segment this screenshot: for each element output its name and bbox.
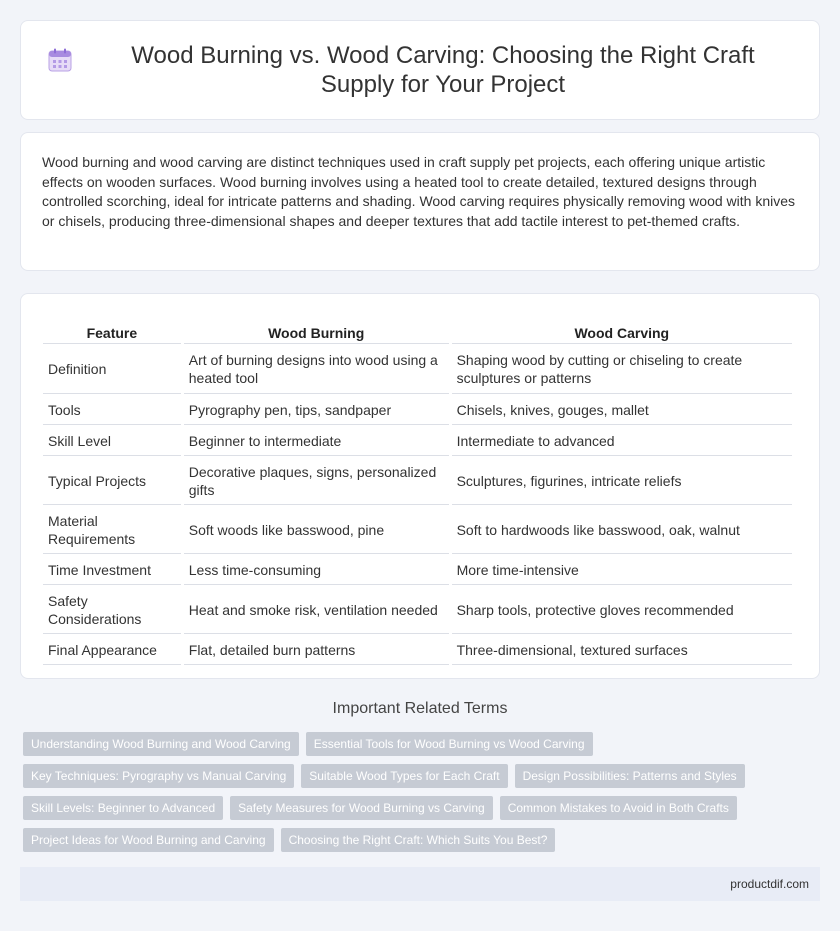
table-cell: Heat and smoke risk, ventilation needed <box>184 585 449 634</box>
footer-site-link[interactable]: productdif.com <box>730 877 809 891</box>
table-cell: Definition <box>43 344 181 394</box>
table-cell: Material Requirements <box>43 505 181 554</box>
related-terms-list <box>23 732 813 860</box>
related-term-tag[interactable]: Suitable Wood Types for Each Craft <box>301 764 507 788</box>
related-term-tag[interactable]: Design Possibilities: Patterns and Styles <box>515 764 745 788</box>
related-term-tag[interactable]: Common Mistakes to Avoid in Both Crafts <box>500 796 737 820</box>
table-cell: Time Investment <box>43 554 181 585</box>
intro-card <box>20 132 820 271</box>
table-header-row <box>43 314 792 344</box>
calendar-icon <box>47 47 73 73</box>
title-wrap <box>47 41 793 99</box>
header-feature: Feature <box>43 314 181 344</box>
table-cell: Decorative plaques, signs, personalized gifts <box>184 456 449 505</box>
related-term-tag[interactable]: Safety Measures for Wood Burning vs Carving <box>230 796 493 820</box>
intro-paragraph: Wood burning and wood carving are distinct techniques used in craft supply pet projects, each offering unique artistic effects on wooden surfaces. Wood burning involves using a heated tool to create detailed, textured designs through controlled scorching, ideal for intricate patterns and shading. Wood carving requires physically removing wood with knives or chisels, producing three-dimensional shapes and deeper textures that add tactile interest to pet-themed crafts. <box>42 154 796 229</box>
table-cell: Less time-consuming <box>184 554 449 585</box>
header-wood-carving: Wood Carving <box>452 314 792 344</box>
table-row <box>43 634 792 665</box>
related-term-tag[interactable]: Choosing the Right Craft: Which Suits You Best? <box>281 828 556 852</box>
table-cell: Intermediate to advanced <box>452 425 792 456</box>
table-cell: Typical Projects <box>43 456 181 505</box>
table-row <box>43 554 792 585</box>
page-title: Wood Burning vs. Wood Carving: Choosing the Right Craft Supply for Your Project <box>131 42 755 98</box>
comparison-table <box>40 314 795 665</box>
table-cell: Beginner to intermediate <box>184 425 449 456</box>
table-row <box>43 456 792 505</box>
table-cell: Final Appearance <box>43 634 181 665</box>
table-cell: Soft to hardwoods like basswood, oak, walnut <box>452 505 792 554</box>
comparison-table-card <box>20 293 820 679</box>
table-cell: More time-intensive <box>452 554 792 585</box>
related-term-tag[interactable]: Key Techniques: Pyrography vs Manual Carving <box>23 764 294 788</box>
table-cell: Soft woods like basswood, pine <box>184 505 449 554</box>
table-row <box>43 585 792 634</box>
table-row <box>43 505 792 554</box>
table-cell: Pyrography pen, tips, sandpaper <box>184 394 449 425</box>
table-row <box>43 425 792 456</box>
table-cell: Safety Considerations <box>43 585 181 634</box>
related-terms-heading: Important Related Terms <box>332 700 508 717</box>
table-cell: Shaping wood by cutting or chiseling to create sculptures or patterns <box>452 344 792 394</box>
related-term-tag[interactable]: Project Ideas for Wood Burning and Carving <box>23 828 274 852</box>
table-cell: Chisels, knives, gouges, mallet <box>452 394 792 425</box>
table-cell: Art of burning designs into wood using a heated tool <box>184 344 449 394</box>
related-term-tag[interactable]: Essential Tools for Wood Burning vs Wood Carving <box>306 732 593 756</box>
table-cell: Three-dimensional, textured surfaces <box>452 634 792 665</box>
footer <box>20 867 820 901</box>
title-card <box>20 20 820 120</box>
table-cell: Tools <box>43 394 181 425</box>
related-term-tag[interactable]: Understanding Wood Burning and Wood Carving <box>23 732 299 756</box>
table-cell: Flat, detailed burn patterns <box>184 634 449 665</box>
table-cell: Sculptures, figurines, intricate reliefs <box>452 456 792 505</box>
table-row <box>43 394 792 425</box>
header-wood-burning: Wood Burning <box>184 314 449 344</box>
table-cell: Sharp tools, protective gloves recommended <box>452 585 792 634</box>
table-row <box>43 344 792 394</box>
table-cell: Skill Level <box>43 425 181 456</box>
related-term-tag[interactable]: Skill Levels: Beginner to Advanced <box>23 796 223 820</box>
